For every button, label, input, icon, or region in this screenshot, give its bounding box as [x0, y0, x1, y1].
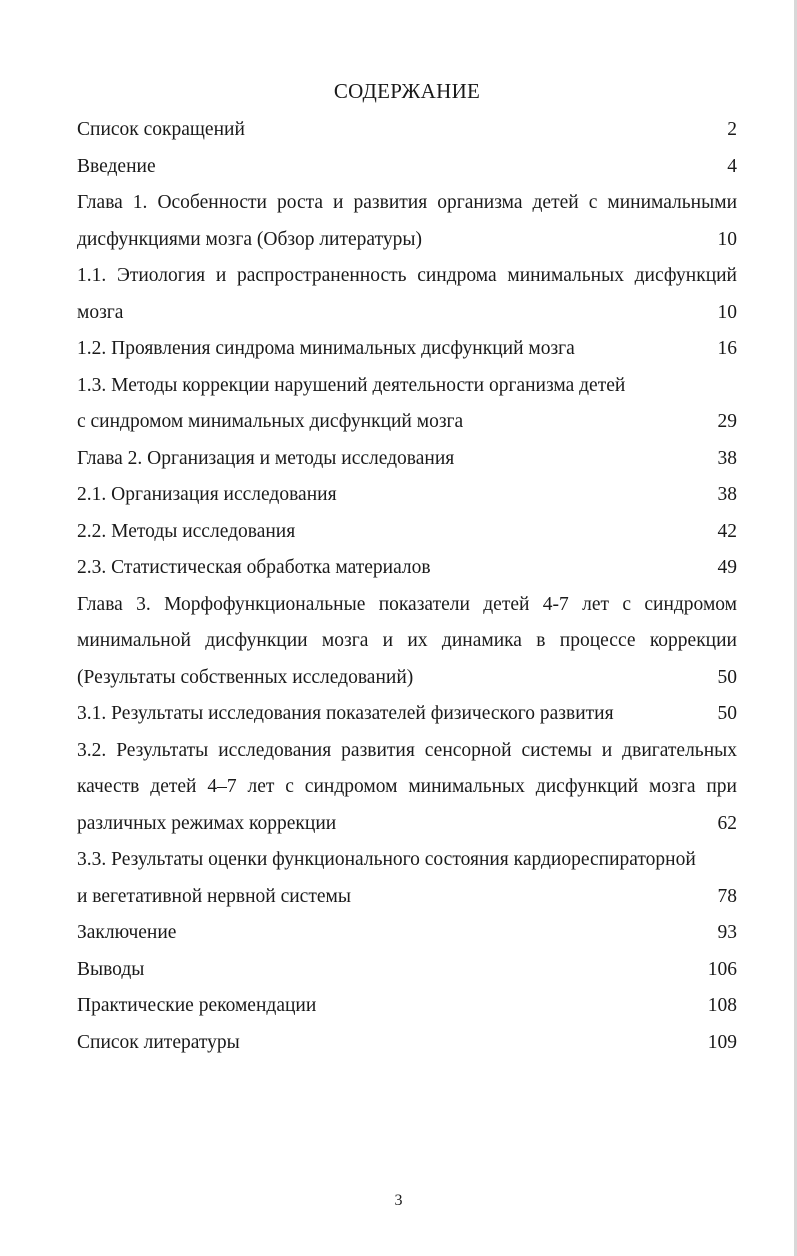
toc-entry-text: Список литературы	[77, 1031, 240, 1053]
toc-entry-page: 42	[717, 520, 737, 542]
toc-entry-text: качеств детей 4–7 лет с синдромом минимальных дисфункций мозга при	[77, 776, 737, 797]
toc-entry-page: 109	[707, 1031, 737, 1053]
toc-entry-page: 49	[717, 557, 737, 578]
toc-entry-text: с синдромом минимальных дисфункций мозга	[77, 411, 464, 432]
toc-entry-text: 3.2. Результаты исследования развития сенсорной системы и двигательных	[77, 739, 737, 761]
toc-entry-text: Глава 3. Морфофункциональные показатели детей 4-7 лет с синдромом	[77, 593, 737, 615]
toc-entry-abbreviations[interactable]	[77, 112, 737, 149]
toc-entry-page: 10	[717, 228, 737, 250]
toc-entry-introduction[interactable]	[77, 149, 737, 186]
toc-entry-text: 2.1. Организация исследования	[77, 484, 337, 505]
toc-entry-text: дисфункциями мозга (Обзор литературы)	[77, 228, 422, 250]
toc-entry-chapter-1[interactable]	[77, 185, 737, 258]
toc-entry-chapter-2[interactable]	[77, 441, 737, 478]
toc-entry-page: 29	[717, 411, 737, 432]
toc-entry-text: 2.2. Методы исследования	[77, 520, 296, 542]
toc-entry-chapter-3[interactable]	[77, 587, 737, 697]
toc-entry-section-1-3[interactable]	[77, 368, 737, 441]
toc-entry-text: 3.1. Результаты исследования показателей физического развития	[77, 703, 614, 724]
toc-entry-text: Практические рекомендации	[77, 995, 317, 1016]
toc-entry-section-3-3[interactable]	[77, 842, 737, 915]
toc-entry-conclusion[interactable]	[77, 915, 737, 952]
toc-entry-text: и вегетативной нервной системы	[77, 885, 351, 907]
toc-entry-text: Глава 2. Организация и методы исследования	[77, 447, 455, 469]
toc-entry-page: 50	[717, 703, 737, 724]
toc-entry-page: 106	[707, 958, 737, 980]
toc-entry-page: 38	[717, 447, 737, 469]
toc-entry-page: 93	[717, 922, 737, 943]
toc-entry-text: 1.1. Этиология и распространенность синдрома минимальных дисфункций	[77, 265, 737, 286]
toc-entry-section-1-1[interactable]	[77, 258, 737, 331]
toc-entry-section-2-1[interactable]	[77, 477, 737, 514]
toc-entry-references[interactable]	[77, 1025, 737, 1062]
toc-entry-page: 78	[717, 885, 737, 907]
toc-entry-section-2-2[interactable]	[77, 514, 737, 551]
toc-entry-page: 38	[717, 484, 737, 505]
toc-entry-text: (Результаты собственных исследований)	[77, 666, 414, 688]
table-of-contents	[77, 76, 737, 1061]
toc-entry-text: 1.2. Проявления синдрома минимальных дисфункций мозга	[77, 338, 575, 359]
toc-entry-text: мозга	[77, 301, 124, 323]
toc-entry-text: Глава 1. Особенности роста и развития организма детей с минимальными	[77, 192, 737, 213]
toc-entry-findings[interactable]	[77, 952, 737, 989]
page-title: СОДЕРЖАНИЕ	[333, 79, 481, 103]
toc-entry-page: 16	[717, 338, 737, 359]
toc-entry-page: 2	[727, 119, 737, 140]
toc-entry-section-3-1[interactable]	[77, 696, 737, 733]
toc-entry-recommendations[interactable]	[77, 988, 737, 1025]
page-number: 3	[394, 1192, 403, 1209]
toc-entry-page: 50	[717, 666, 737, 688]
toc-entry-page: 62	[717, 812, 737, 834]
toc-entry-text: различных режимах коррекции	[77, 812, 337, 834]
toc-entry-section-2-3[interactable]	[77, 550, 737, 587]
toc-entry-text: Заключение	[77, 922, 177, 943]
toc-entry-section-3-2[interactable]	[77, 733, 737, 843]
toc-entry-text: 1.3. Методы коррекции нарушений деятельности организма детей	[77, 374, 626, 396]
toc-entry-section-1-2[interactable]	[77, 331, 737, 368]
toc-entry-page: 4	[727, 155, 737, 177]
toc-entry-page: 108	[707, 995, 737, 1016]
toc-entry-text: минимальной дисфункции мозга и их динамика в процессе коррекции	[77, 630, 737, 651]
toc-entry-text: 3.3. Результаты оценки функционального состояния кардиореспираторной	[77, 849, 696, 870]
toc-entry-text: 2.3. Статистическая обработка материалов	[77, 557, 431, 578]
toc-entry-page: 10	[717, 301, 737, 323]
toc-entry-text: Введение	[77, 155, 156, 177]
toc-entry-text: Список сокращений	[77, 119, 245, 140]
toc-entry-text: Выводы	[77, 958, 145, 980]
